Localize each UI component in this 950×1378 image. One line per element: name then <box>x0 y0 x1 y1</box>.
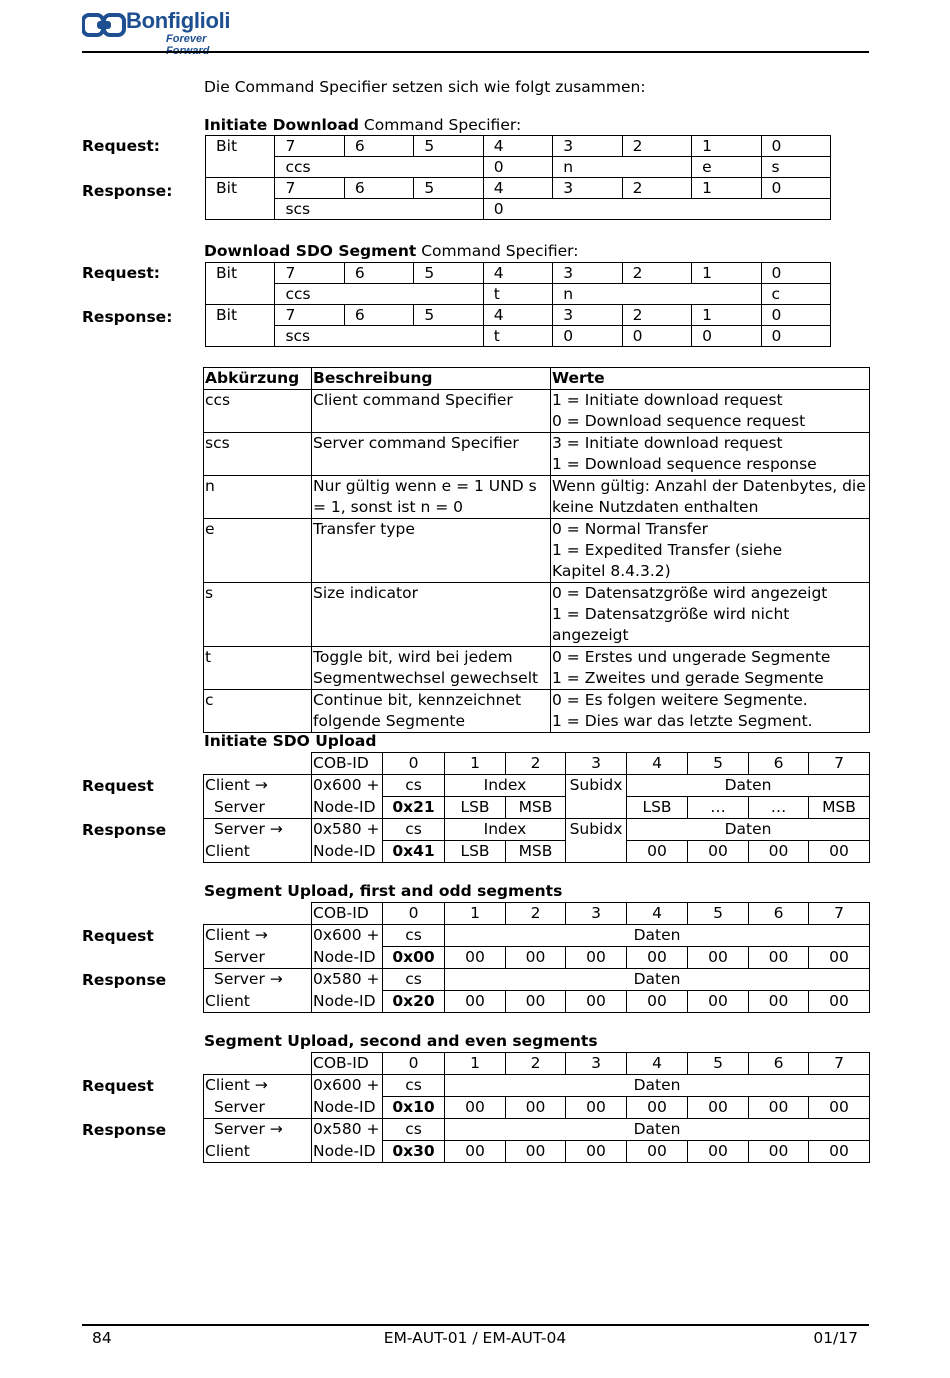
field-cell: 0 <box>761 326 831 347</box>
data-byte-cell: 00 <box>809 1097 870 1119</box>
header-desc: Beschreibung <box>312 368 551 390</box>
bit-cell: 0 <box>761 178 831 199</box>
request-label: Request <box>82 777 154 795</box>
data-byte-cell: 00 <box>627 991 688 1013</box>
values-cell <box>551 433 870 476</box>
bit-cell: 1 <box>692 263 761 284</box>
request-label: Request <box>82 1077 154 1095</box>
byte-header: 1 <box>445 1053 506 1075</box>
data-byte-cell: 00 <box>506 947 566 969</box>
bit-cell: 6 <box>344 178 413 199</box>
bit-cell: 6 <box>344 305 413 326</box>
response-label: Response <box>82 1121 167 1139</box>
data-byte-cell: 00 <box>749 841 809 863</box>
index-cell: Index <box>445 775 566 797</box>
index-cell: Index <box>445 819 566 841</box>
data-cell: Daten <box>627 775 870 797</box>
cob-id-header: COB-ID <box>312 1053 383 1075</box>
header-row <box>204 753 870 775</box>
byte-header: 6 <box>749 753 809 775</box>
bit-row <box>206 178 831 199</box>
table-row <box>204 519 870 583</box>
cob-id-header: COB-ID <box>312 903 383 925</box>
data-byte-cell: 00 <box>688 991 749 1013</box>
byte-header: 5 <box>688 1053 749 1075</box>
bit-label: Bit <box>206 136 275 178</box>
byte-header: 3 <box>566 753 627 775</box>
data-byte-cell: 00 <box>445 991 506 1013</box>
cs-cell: cs <box>383 819 445 841</box>
values-cell <box>551 519 870 583</box>
data-cell: Daten <box>627 819 870 841</box>
cob-id-cell: 0x580 + <box>312 969 383 991</box>
cs-cell: cs <box>383 1119 445 1141</box>
byte-header: 2 <box>506 753 566 775</box>
cs-cell: cs <box>383 775 445 797</box>
empty-cell <box>566 797 627 819</box>
abbr-cell: e <box>204 519 312 583</box>
lsb-cell: LSB <box>445 841 506 863</box>
byte-header: 1 <box>445 903 506 925</box>
value-line: 0 = Datensatzgröße wird angezeigt <box>552 584 828 602</box>
brand-name: Bonfiglioli <box>126 8 231 33</box>
data-byte-cell: … <box>749 797 809 819</box>
values-cell <box>551 647 870 690</box>
header-values: Werte <box>551 368 870 390</box>
response-label: Response: <box>82 308 173 326</box>
abbr-cell: ccs <box>204 390 312 433</box>
value-line: 0 = Normal Transfer <box>552 520 709 538</box>
cs-value-cell: 0x41 <box>383 841 445 863</box>
response-label: Response <box>82 971 167 989</box>
cob-id-cell: Node-ID <box>312 947 383 969</box>
data-cell: Daten <box>445 1075 870 1097</box>
value-line: Wenn gültig: Anzahl der Datenbytes, die keine Nutzdaten enthalten <box>552 477 866 516</box>
data-byte-cell: 00 <box>566 1097 627 1119</box>
bit-cell: 3 <box>553 136 622 157</box>
cs-cell: cs <box>383 969 445 991</box>
abbr-cell: scs <box>204 433 312 476</box>
subidx-cell: Subidx <box>566 819 627 841</box>
bit-cell: 4 <box>483 136 552 157</box>
cob-id-cell: Node-ID <box>312 797 383 819</box>
cs-value-cell: 0x30 <box>383 1141 445 1163</box>
bit-cell: 5 <box>414 136 483 157</box>
data-byte-cell: 00 <box>627 1097 688 1119</box>
data-byte-cell: 00 <box>506 1097 566 1119</box>
msb-cell: MSB <box>506 797 566 819</box>
segment-odd-title: Segment Upload, first and odd segments <box>204 882 563 900</box>
cob-id-cell: Node-ID <box>312 1141 383 1163</box>
empty-cell <box>566 841 627 863</box>
header-row <box>204 903 870 925</box>
byte-header: 5 <box>688 753 749 775</box>
table-row <box>204 476 870 519</box>
byte-header: 3 <box>566 903 627 925</box>
byte-header: 6 <box>749 1053 809 1075</box>
bit-cell: 4 <box>483 263 552 284</box>
cob-id-cell: 0x600 + <box>312 775 383 797</box>
table-header-row <box>204 368 870 390</box>
bit-cell: 6 <box>344 136 413 157</box>
table-row <box>204 690 870 733</box>
response-row-1 <box>204 969 870 991</box>
value-line: 1 = Zweites und gerade Segmente <box>552 669 824 687</box>
values-cell <box>551 583 870 647</box>
download-segment-title <box>204 241 578 261</box>
value-line: 1 = Initiate download request <box>552 391 783 409</box>
cob-id-header: COB-ID <box>312 753 383 775</box>
request-label: Request <box>82 927 154 945</box>
data-byte-cell: 00 <box>809 947 870 969</box>
bit-cell: 4 <box>483 305 552 326</box>
data-byte-cell: 00 <box>445 1141 506 1163</box>
direction-cell: Server → <box>204 969 312 991</box>
byte-header: 6 <box>749 903 809 925</box>
field-cell: t <box>483 326 552 347</box>
request-row-1 <box>204 925 870 947</box>
bit-row <box>206 305 831 326</box>
data-byte-cell: 00 <box>445 1097 506 1119</box>
bit-cell: 1 <box>692 178 761 199</box>
byte-header: 1 <box>445 753 506 775</box>
direction-cell: Client <box>204 991 312 1013</box>
byte-header: 4 <box>627 1053 688 1075</box>
direction-cell: Client → <box>204 775 312 797</box>
abbr-cell: t <box>204 647 312 690</box>
bit-cell: 7 <box>275 136 344 157</box>
footer-rule <box>82 1324 869 1326</box>
lsb-cell: LSB <box>445 797 506 819</box>
bit-cell: 2 <box>622 178 691 199</box>
data-byte-cell: 00 <box>566 947 627 969</box>
data-byte-cell: LSB <box>627 797 688 819</box>
table-row <box>204 433 870 476</box>
data-byte-cell: 00 <box>749 1141 809 1163</box>
bit-cell: 5 <box>414 305 483 326</box>
request-label: Request: <box>82 264 160 282</box>
cob-id-cell: 0x580 + <box>312 1119 383 1141</box>
direction-cell: Server <box>204 1097 312 1119</box>
byte-header: 4 <box>627 753 688 775</box>
header-rule <box>82 51 869 53</box>
header-row <box>204 1053 870 1075</box>
title-rest: Command Specifier: <box>359 116 522 134</box>
bit-cell: 2 <box>622 263 691 284</box>
bit-row <box>206 263 831 284</box>
cs-value-cell: 0x10 <box>383 1097 445 1119</box>
field-cell: c <box>761 284 831 305</box>
bit-cell: 0 <box>761 136 831 157</box>
field-cell: t <box>483 284 552 305</box>
direction-cell: Server → <box>204 1119 312 1141</box>
field-cell: scs <box>275 199 483 220</box>
bit-cell: 3 <box>553 178 622 199</box>
table-row <box>204 390 870 433</box>
field-cell: 0 <box>692 326 761 347</box>
title-rest: Command Specifier: <box>416 242 579 260</box>
title-bold: Initiate Download <box>204 116 359 134</box>
bit-cell: 1 <box>692 136 761 157</box>
value-line: 1 = Dies war das letzte Segment. <box>552 712 813 730</box>
subidx-cell: Subidx <box>566 775 627 797</box>
value-line: 1 = Expedited Transfer (siehe Kapitel 8.4.3.2) <box>552 541 783 580</box>
bit-cell: 0 <box>761 263 831 284</box>
data-byte-cell: 00 <box>688 947 749 969</box>
field-cell: n <box>553 157 692 178</box>
cob-id-cell: 0x580 + <box>312 819 383 841</box>
document-id: EM-AUT-01 / EM-AUT-04 <box>383 1329 567 1347</box>
data-cell: Daten <box>445 1119 870 1141</box>
bit-cell: 0 <box>761 305 831 326</box>
field-cell: e <box>692 157 761 178</box>
data-byte-cell: 00 <box>688 841 749 863</box>
value-line: 1 = Datensatzgröße wird nicht angezeigt <box>552 605 790 644</box>
brand-logo <box>82 8 252 48</box>
initiate-upload-table <box>203 752 870 863</box>
values-cell <box>551 390 870 433</box>
byte-header: 4 <box>627 903 688 925</box>
direction-cell: Server <box>204 947 312 969</box>
cob-id-cell: 0x600 + <box>312 925 383 947</box>
data-byte-cell: … <box>688 797 749 819</box>
field-cell: ccs <box>275 157 483 178</box>
data-byte-cell: 00 <box>506 991 566 1013</box>
bit-label: Bit <box>206 263 275 305</box>
empty-cell <box>204 903 312 925</box>
cob-id-cell: Node-ID <box>312 1097 383 1119</box>
byte-header: 7 <box>809 753 870 775</box>
abbreviation-table <box>203 367 870 733</box>
title-bold: Download SDO Segment <box>204 242 417 260</box>
response-label: Response <box>82 821 167 839</box>
bit-cell: 4 <box>483 178 552 199</box>
direction-cell: Client <box>204 1141 312 1163</box>
table-row <box>204 647 870 690</box>
byte-header: 7 <box>809 1053 870 1075</box>
page-number: 84 <box>92 1329 112 1347</box>
field-row <box>206 326 831 347</box>
response-row-2 <box>204 991 870 1013</box>
request-row-1 <box>204 1075 870 1097</box>
cs-value-cell: 0x20 <box>383 991 445 1013</box>
cs-value-cell: 0x21 <box>383 797 445 819</box>
response-row-2 <box>204 1141 870 1163</box>
response-row-1 <box>204 1119 870 1141</box>
cob-id-cell: Node-ID <box>312 841 383 863</box>
data-byte-cell: 00 <box>566 991 627 1013</box>
byte-header: 2 <box>506 1053 566 1075</box>
data-byte-cell: 00 <box>809 841 870 863</box>
desc-cell: Continue bit, kennzeichnet folgende Segmente <box>312 690 551 733</box>
msb-cell: MSB <box>506 841 566 863</box>
segment-odd-table <box>203 902 870 1013</box>
direction-cell: Client <box>204 841 312 863</box>
cs-cell: cs <box>383 925 445 947</box>
segment-even-title: Segment Upload, second and even segments <box>204 1032 598 1050</box>
byte-header: 3 <box>566 1053 627 1075</box>
intro-text: Die Command Specifier setzen sich wie folgt zusammen: <box>204 78 646 96</box>
data-cell: Daten <box>445 969 870 991</box>
response-label: Response: <box>82 182 173 200</box>
data-byte-cell: 00 <box>749 947 809 969</box>
data-byte-cell: 00 <box>809 1141 870 1163</box>
byte-header: 7 <box>809 903 870 925</box>
field-cell: n <box>553 284 761 305</box>
value-line: 0 = Erstes und ungerade Segmente <box>552 648 831 666</box>
byte-header: 2 <box>506 903 566 925</box>
data-byte-cell: 00 <box>506 1141 566 1163</box>
request-row-1 <box>204 775 870 797</box>
direction-cell: Client → <box>204 925 312 947</box>
value-line: 0 = Download sequence request <box>552 412 806 430</box>
segment-even-table <box>203 1052 870 1163</box>
data-byte-cell: MSB <box>809 797 870 819</box>
header-abbr: Abkürzung <box>204 368 312 390</box>
field-cell: 0 <box>622 326 691 347</box>
request-row-2 <box>204 797 870 819</box>
data-byte-cell: 00 <box>627 841 688 863</box>
value-line: 1 = Download sequence response <box>552 455 817 473</box>
byte-header: 0 <box>383 753 445 775</box>
field-cell: 0 <box>483 199 830 220</box>
data-byte-cell: 00 <box>749 991 809 1013</box>
cs-cell: cs <box>383 1075 445 1097</box>
response-row-1 <box>204 819 870 841</box>
values-cell <box>551 476 870 519</box>
field-cell: 0 <box>553 326 622 347</box>
desc-cell: Toggle bit, wird bei jedem Segmentwechsel gewechselt <box>312 647 551 690</box>
abbr-cell: s <box>204 583 312 647</box>
download-segment-bit-table <box>205 262 831 347</box>
request-row-2 <box>204 1097 870 1119</box>
bit-cell: 7 <box>275 178 344 199</box>
field-row <box>206 157 831 178</box>
values-cell <box>551 690 870 733</box>
bit-label: Bit <box>206 305 275 347</box>
cob-id-cell: 0x600 + <box>312 1075 383 1097</box>
data-byte-cell: 00 <box>688 1141 749 1163</box>
bit-cell: 5 <box>414 263 483 284</box>
bit-cell: 5 <box>414 178 483 199</box>
data-cell: Daten <box>445 925 870 947</box>
value-line: 3 = Initiate download request <box>552 434 783 452</box>
empty-cell <box>204 1053 312 1075</box>
cob-id-cell: Node-ID <box>312 991 383 1013</box>
bit-cell: 3 <box>553 305 622 326</box>
desc-cell: Server command Specifier <box>312 433 551 476</box>
bonfiglioli-logo-icon <box>82 12 126 38</box>
table-row <box>204 583 870 647</box>
initiate-upload-title: Initiate SDO Upload <box>204 732 377 750</box>
field-row <box>206 199 831 220</box>
bit-row <box>206 136 831 157</box>
data-byte-cell: 00 <box>688 1097 749 1119</box>
desc-cell: Size indicator <box>312 583 551 647</box>
data-byte-cell: 00 <box>809 991 870 1013</box>
value-line: 0 = Es folgen weitere Segmente. <box>552 691 808 709</box>
abbr-cell: n <box>204 476 312 519</box>
data-byte-cell: 00 <box>749 1097 809 1119</box>
field-cell: ccs <box>275 284 483 305</box>
data-byte-cell: 00 <box>445 947 506 969</box>
initiate-download-bit-table <box>205 135 831 220</box>
bit-cell: 7 <box>275 305 344 326</box>
data-byte-cell: 00 <box>627 1141 688 1163</box>
bit-label: Bit <box>206 178 275 220</box>
response-row-2 <box>204 841 870 863</box>
byte-header: 5 <box>688 903 749 925</box>
desc-cell: Nur gültig wenn e = 1 UND s = 1, sonst ist n = 0 <box>312 476 551 519</box>
empty-cell <box>204 753 312 775</box>
byte-header: 0 <box>383 1053 445 1075</box>
data-byte-cell: 00 <box>627 947 688 969</box>
request-label: Request: <box>82 137 160 155</box>
document-date: 01/17 <box>813 1329 858 1347</box>
field-row <box>206 284 831 305</box>
cs-value-cell: 0x00 <box>383 947 445 969</box>
byte-header: 0 <box>383 903 445 925</box>
abbr-cell: c <box>204 690 312 733</box>
bit-cell: 2 <box>622 136 691 157</box>
request-row-2 <box>204 947 870 969</box>
bit-cell: 7 <box>275 263 344 284</box>
desc-cell: Client command Specifier <box>312 390 551 433</box>
initiate-download-title <box>204 115 521 135</box>
direction-cell: Client → <box>204 1075 312 1097</box>
field-cell: scs <box>275 326 483 347</box>
direction-cell: Server <box>204 797 312 819</box>
field-cell: 0 <box>483 157 552 178</box>
bit-cell: 1 <box>692 305 761 326</box>
desc-cell: Transfer type <box>312 519 551 583</box>
data-byte-cell: 00 <box>566 1141 627 1163</box>
bit-cell: 6 <box>344 263 413 284</box>
bit-cell: 2 <box>622 305 691 326</box>
field-cell: s <box>761 157 831 178</box>
brand-tagline: Forever <box>166 33 207 45</box>
direction-cell: Server → <box>204 819 312 841</box>
bit-cell: 3 <box>553 263 622 284</box>
